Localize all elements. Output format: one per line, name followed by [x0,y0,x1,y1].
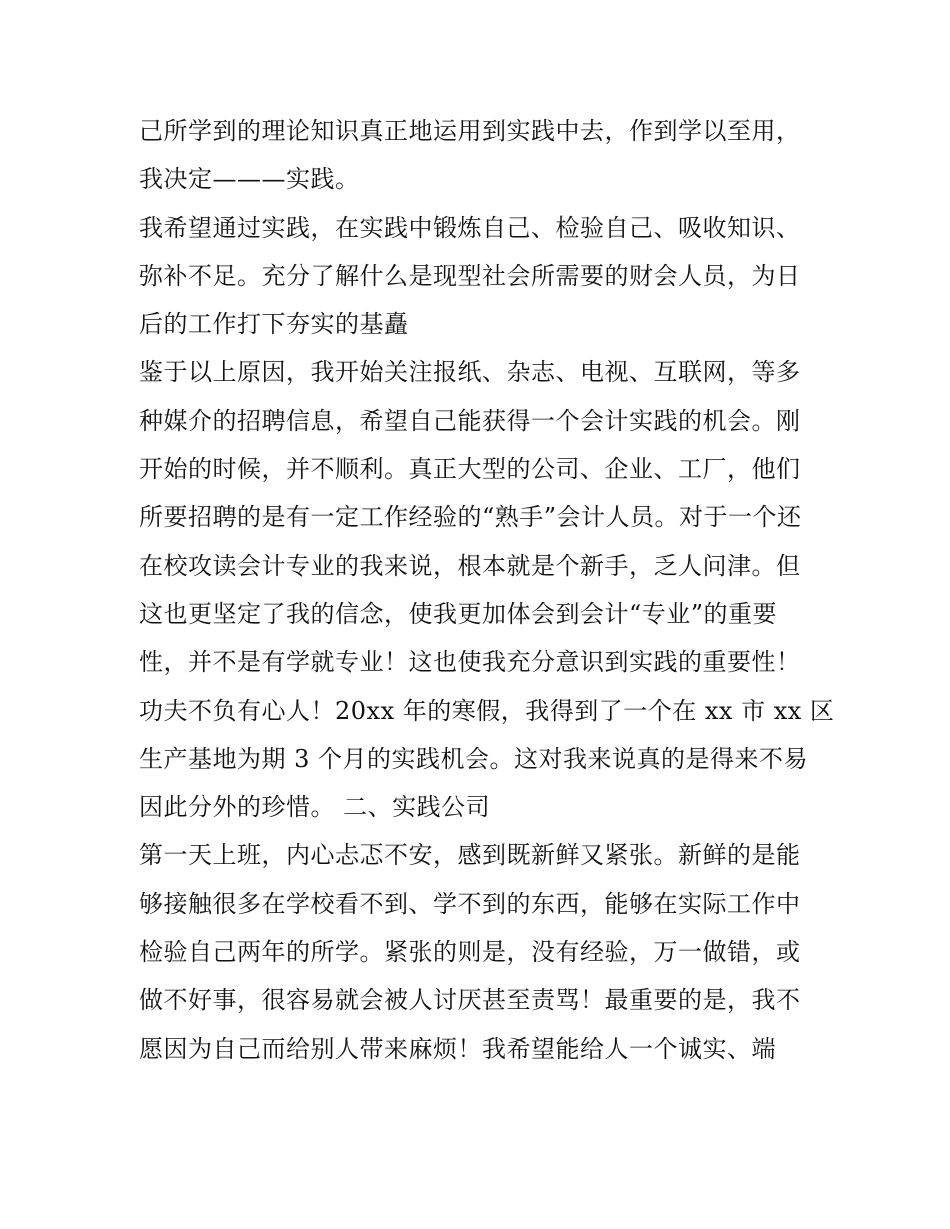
text-line: 我希望通过实践，在实践中锻炼自己、检验自己、吸收知识、 [139,213,801,242]
text-line: 己所学到的理论知识真正地运用到实践中去，作到学以至用， [139,117,801,145]
text-line: 生产基地为期 3 个月的实践机会。这对我来说真的是得来不易 [139,744,809,773]
text-line: 在校攻读会计专业的我来说，根本就是个新手，乏人问津。但 [139,551,801,580]
text-line: 愿因为自己而给别人带来麻烦！我希望能给人一个诚实、端 [139,1034,776,1063]
text-line: 够接触很多在学校看不到、学不到的东西，能够在实际工作中 [139,889,801,918]
text-line: 因此分外的珍惜。 二、实践公司 [139,793,491,822]
text-line: 开始的时候，并不顺利。真正大型的公司、企业、工厂，他们 [139,455,801,484]
text-line: 我决定———实践。 [139,165,360,194]
text-line: 第一天上班，内心忐忑不安，感到既新鲜又紧张。新鲜的是能 [139,841,801,870]
text-line: 性，并不是有学就专业！这也使我充分意识到实践的重要性！ [139,648,801,677]
text-line: 所要招聘的是有一定工作经验的“熟手”会计人员。对于一个还 [139,503,802,532]
text-line: 弥补不足。充分了解什么是现型社会所需要的财会人员，为日 [139,261,801,290]
text-line: 种媒介的招聘信息，希望自己能获得一个会计实践的机会。刚 [139,406,801,435]
text-line: 后的工作打下夯实的基矗 [139,310,409,339]
body-text [139,107,835,1073]
text-line: 做不好事，很容易就会被人讨厌甚至责骂！最重要的是，我不 [139,986,801,1015]
text-line: 检验自己两年的所学。紧张的则是，没有经验，万一做错，或 [139,938,801,967]
text-line: 这也更坚定了我的信念，使我更加体会到会计“专业”的重要 [139,599,778,628]
text-line: 功夫不负有心人！20xx 年的寒假，我得到了一个在 xx 市 xx 区 [139,696,835,725]
text-line: 鉴于以上原因，我开始关注报纸、杂志、电视、互联网，等多 [139,358,801,387]
